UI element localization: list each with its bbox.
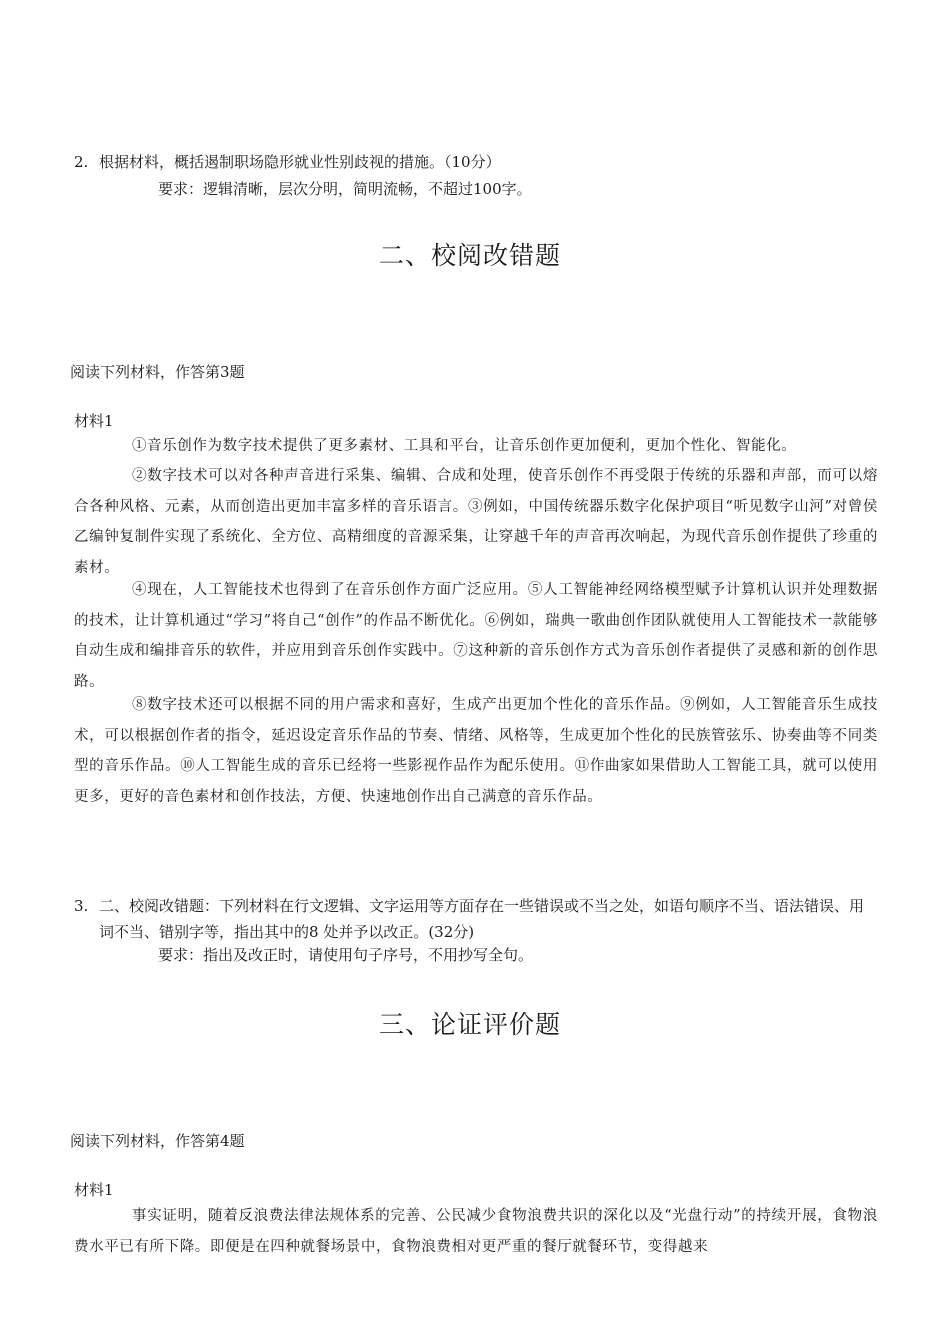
material-paragraph-3: ④现在，人工智能技术也得到了在音乐创作方面广泛应用。⑤人工智能神经网络模型赋予计算机认识并处理数据的技术，让计算机通过“学习”将自己“创作”的作品不断优化。⑥例如，瑞典一歌曲创作团队就使用人工智能技术一款能够自动生成和编排音乐的软件，并应用到音乐创作实践中。⑦这种新的音乐创作方式为音乐创作者提供了灵感和新的创作思路。 [74, 582, 878, 690]
section-2-intro: 阅读下列材料，作答第3题 [70, 363, 245, 381]
question-2-text: 根据材料，概括遏制职场隐形就业性别歧视的措施。（10分） [99, 153, 501, 171]
material-paragraph-4: ⑧数字技术还可以根据不同的用户需求和喜好，生成产出更加个性化的音乐作品。⑨例如，人工智能音乐生成技术，可以根据创作者的指令，延迟设定音乐作品的节奏、情绪、风格等，生成更加个性化的民族管弦乐、协奏曲等不同类型的音乐作品。⑩人工智能生成的音乐已经将一些影视作品作为配乐使用。⑪作曲家如果借助人工智能工具，就可以使用更多，更好的音色素材和创作技法，方便、快速地创作出自己满意的音乐作品。 [74, 697, 878, 805]
material-paragraph-1: ①音乐创作为数字技术提供了更多素材、工具和平台，让音乐创作更加便利，更加个性化、智能化。 [132, 438, 797, 454]
question-3-requirement: 要求：指出及改正时，请使用句子序号，不用抄写全句。 [158, 946, 534, 964]
question-3-text: 二、校阅改错题：下列材料在行文逻辑、文字运用等方面存在一些错误或不当之处，如语句顺序不当、语法错误、用词不当、错别字等，指出其中的8 处并予以改正。(32分) [99, 897, 865, 941]
question-2-requirement: 要求：逻辑清晰，层次分明，简明流畅，不超过100字。 [158, 180, 532, 198]
question-2-number: 2. [74, 153, 89, 171]
section-3-material-label: 材料1 [74, 1181, 114, 1199]
section-3-title: 三、论证评价题 [378, 1010, 561, 1039]
section-3-intro: 阅读下列材料，作答第4题 [70, 1132, 245, 1150]
section-2-material-label: 材料1 [74, 412, 114, 430]
question-3-number: 3. [74, 897, 89, 915]
section-2-title: 二、校阅改错题 [378, 241, 561, 270]
section-3-paragraph: 事实证明，随着反浪费法律法规体系的完善、公民减少食物浪费共识的深化以及“光盘行动”的持续开展，食物浪费水平已有所下降。即便是在四种就餐场景中，食物浪费相对更严重的餐厅就餐环节，变得越来 [74, 1208, 878, 1255]
material-paragraph-2: ②数字技术可以对各种声音进行采集、编辑、合成和处理，使音乐创作不再受限于传统的乐器和声部，而可以熔合各种风格、元素，从而创造出更加丰富多样的音乐语言。③例如，中国传统器乐数字化保护项目“听见数字山河”对曾侯乙编钟复制件实现了系统化、全方位、高精细度的音源采集，让穿越千年的声音再次响起，为现代音乐创作提供了珍重的素材。 [74, 468, 878, 576]
